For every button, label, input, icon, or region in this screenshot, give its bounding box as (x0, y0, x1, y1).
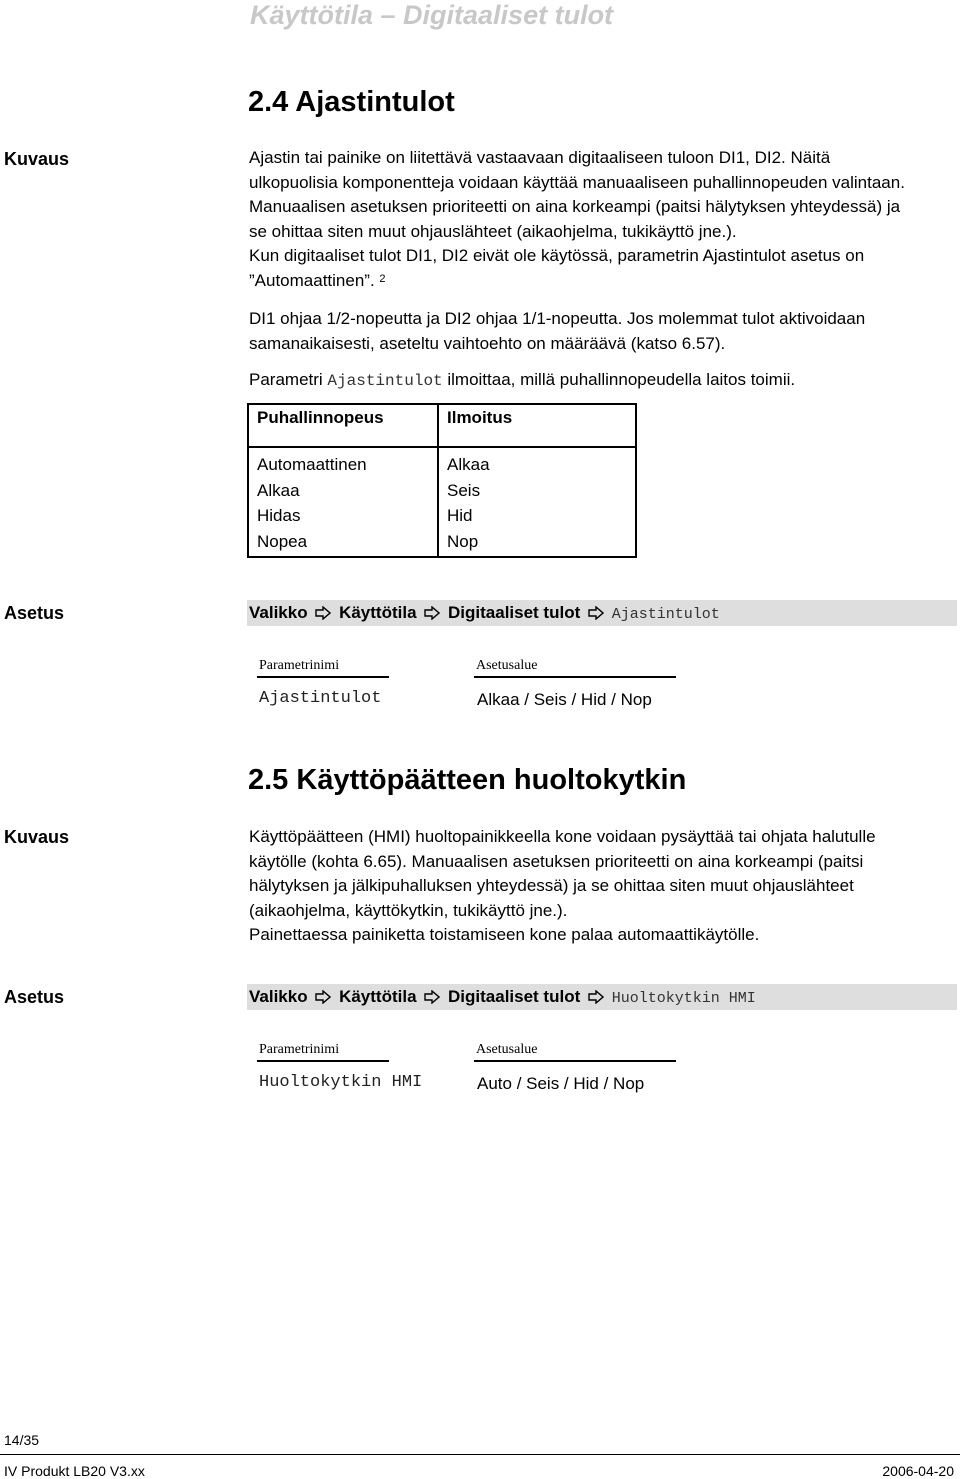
table-header-row (248, 404, 636, 447)
description-para-3 (249, 368, 954, 394)
text-line: Ajastin tai painike on liitettävä vastaavaan digitaaliseen tuloon DI1, DI2. Näitä (249, 148, 831, 167)
kuvaus-label: Kuvaus (4, 149, 70, 169)
cell-line: Alkaa (447, 455, 490, 474)
text-line: ulkopuolisia komponentteja voidaan käyttää manuaaliseen puhallinnopeuden valintaan. (249, 172, 905, 192)
param-range-value: Alkaa / Seis / Hid / Nop (477, 690, 652, 709)
footnote-ref: 2 (379, 272, 386, 285)
cell-line: Nopea (257, 531, 308, 551)
footer-date: 2006-04-20 (882, 1463, 954, 1479)
text-line: DI1 ohjaa 1/2-nopeutta ja DI2 ohjaa 1/1-nopeutta. Jos molemmat tulot aktivoidaan (249, 309, 866, 328)
kuvaus-label: Kuvaus (4, 827, 70, 847)
text-segment: ”Automaattinen”. (249, 270, 375, 290)
description-para-2 (249, 307, 954, 356)
table-header-cell: Ilmoitus (438, 404, 636, 447)
arrow-right-icon (585, 600, 607, 626)
text-line: Käyttöpäätteen (HMI) huoltopainikkeella kone voidaan pysäyttää tai ohjata halutulle (249, 827, 876, 846)
text-line: Painettaessa painiketta toistamiseen kone palaa automaattikäytölle. (249, 925, 760, 944)
cell-line: Nop (447, 531, 479, 551)
text-line: käytölle (kohta 6.65). Manuaalisen asetuksen prioriteetti on aina korkeampi (paitsi (249, 851, 864, 871)
arrow-right-icon (312, 984, 334, 1010)
underline (474, 676, 676, 678)
text-line: hälytyksen ja jälkipuhalluksen yhteydessä) ja se ohittaa siten muut ohjauslähteet (249, 876, 854, 895)
param-ref: Ajastintulot (327, 372, 443, 390)
param-range-value: Auto / Seis / Hid / Nop (477, 1074, 645, 1093)
cell-line: Hidas (257, 506, 301, 525)
text-line: se ohittaa siten muut ohjauslähteet (aikaohjelma, tukikäyttö jne.). (249, 221, 737, 241)
menu-item-kayttotila: Käyttötila (339, 603, 417, 622)
text-segment: ilmoittaa, millä puhallinnopeudella laitos toimii. (442, 370, 796, 389)
menu-item-digitaaliset-tulot: Digitaaliset tulot (448, 603, 581, 622)
menu-item-valikko: Valikko (249, 603, 308, 622)
param-name-header: Parametrinimi (259, 1042, 340, 1057)
menu-param: Ajastintulot (611, 606, 720, 623)
menu-param: Huoltokytkin HMI (611, 990, 756, 1007)
text-line: (aikaohjelma, käyttökytkin, tukikäyttö jne.). (249, 900, 568, 920)
param-name-header: Parametrinimi (259, 658, 340, 673)
section-title-2-4: 2.4 Ajastintulot (248, 86, 455, 118)
underline (474, 1060, 676, 1062)
param-name-value: Ajastintulot (259, 689, 382, 708)
cell-line: Seis (447, 480, 481, 500)
table-cell (248, 447, 438, 557)
footer-product: IV Produkt LB20 V3.xx (4, 1463, 145, 1479)
underline (257, 676, 389, 678)
footer-divider (0, 1454, 960, 1455)
text-line: Manuaalisen asetuksen prioriteetti on aina korkeampi (paitsi hälytyksen yhteydessä) ja (249, 197, 901, 216)
arrow-right-icon (421, 984, 443, 1010)
table-cell (438, 447, 636, 557)
text-line (249, 269, 954, 294)
asetus-label: Asetus (4, 987, 65, 1007)
text-segment: Parametri (249, 370, 328, 389)
menu-item-kayttotila: Käyttötila (339, 987, 417, 1006)
asetus-label: Asetus (4, 603, 65, 623)
cell-line: Alkaa (257, 480, 300, 500)
underline (257, 1060, 389, 1062)
description-para-1 (249, 146, 954, 293)
table-row (248, 447, 636, 557)
table-header-cell: Puhallinnopeus (248, 404, 438, 447)
menu-path-bar (247, 600, 957, 626)
description-para (249, 825, 954, 948)
menu-item-valikko: Valikko (249, 987, 308, 1006)
text-line: Kun digitaaliset tulot DI1, DI2 eivät ole käytössä, parametrin Ajastintulot asetus on (249, 246, 865, 265)
cell-line: Hid (447, 506, 473, 525)
range-header: Asetusalue (476, 658, 538, 673)
fan-speed-table (247, 403, 637, 558)
page-number: 14/35 (4, 1432, 40, 1448)
arrow-right-icon (421, 600, 443, 626)
running-header: Käyttötila – Digitaaliset tulot (250, 0, 614, 30)
menu-path-bar (247, 984, 957, 1010)
range-header: Asetusalue (476, 1042, 538, 1057)
cell-line: Automaattinen (257, 455, 367, 474)
param-name-value: Huoltokytkin HMI (259, 1073, 423, 1092)
text-line: samanaikaisesti, aseteltu vaihtoehto on määräävä (katso 6.57). (249, 333, 726, 353)
section-title-2-5: 2.5 Käyttöpäätteen huoltokytkin (248, 764, 687, 796)
arrow-right-icon (312, 600, 334, 626)
menu-item-digitaaliset-tulot: Digitaaliset tulot (448, 987, 581, 1006)
arrow-right-icon (585, 984, 607, 1010)
